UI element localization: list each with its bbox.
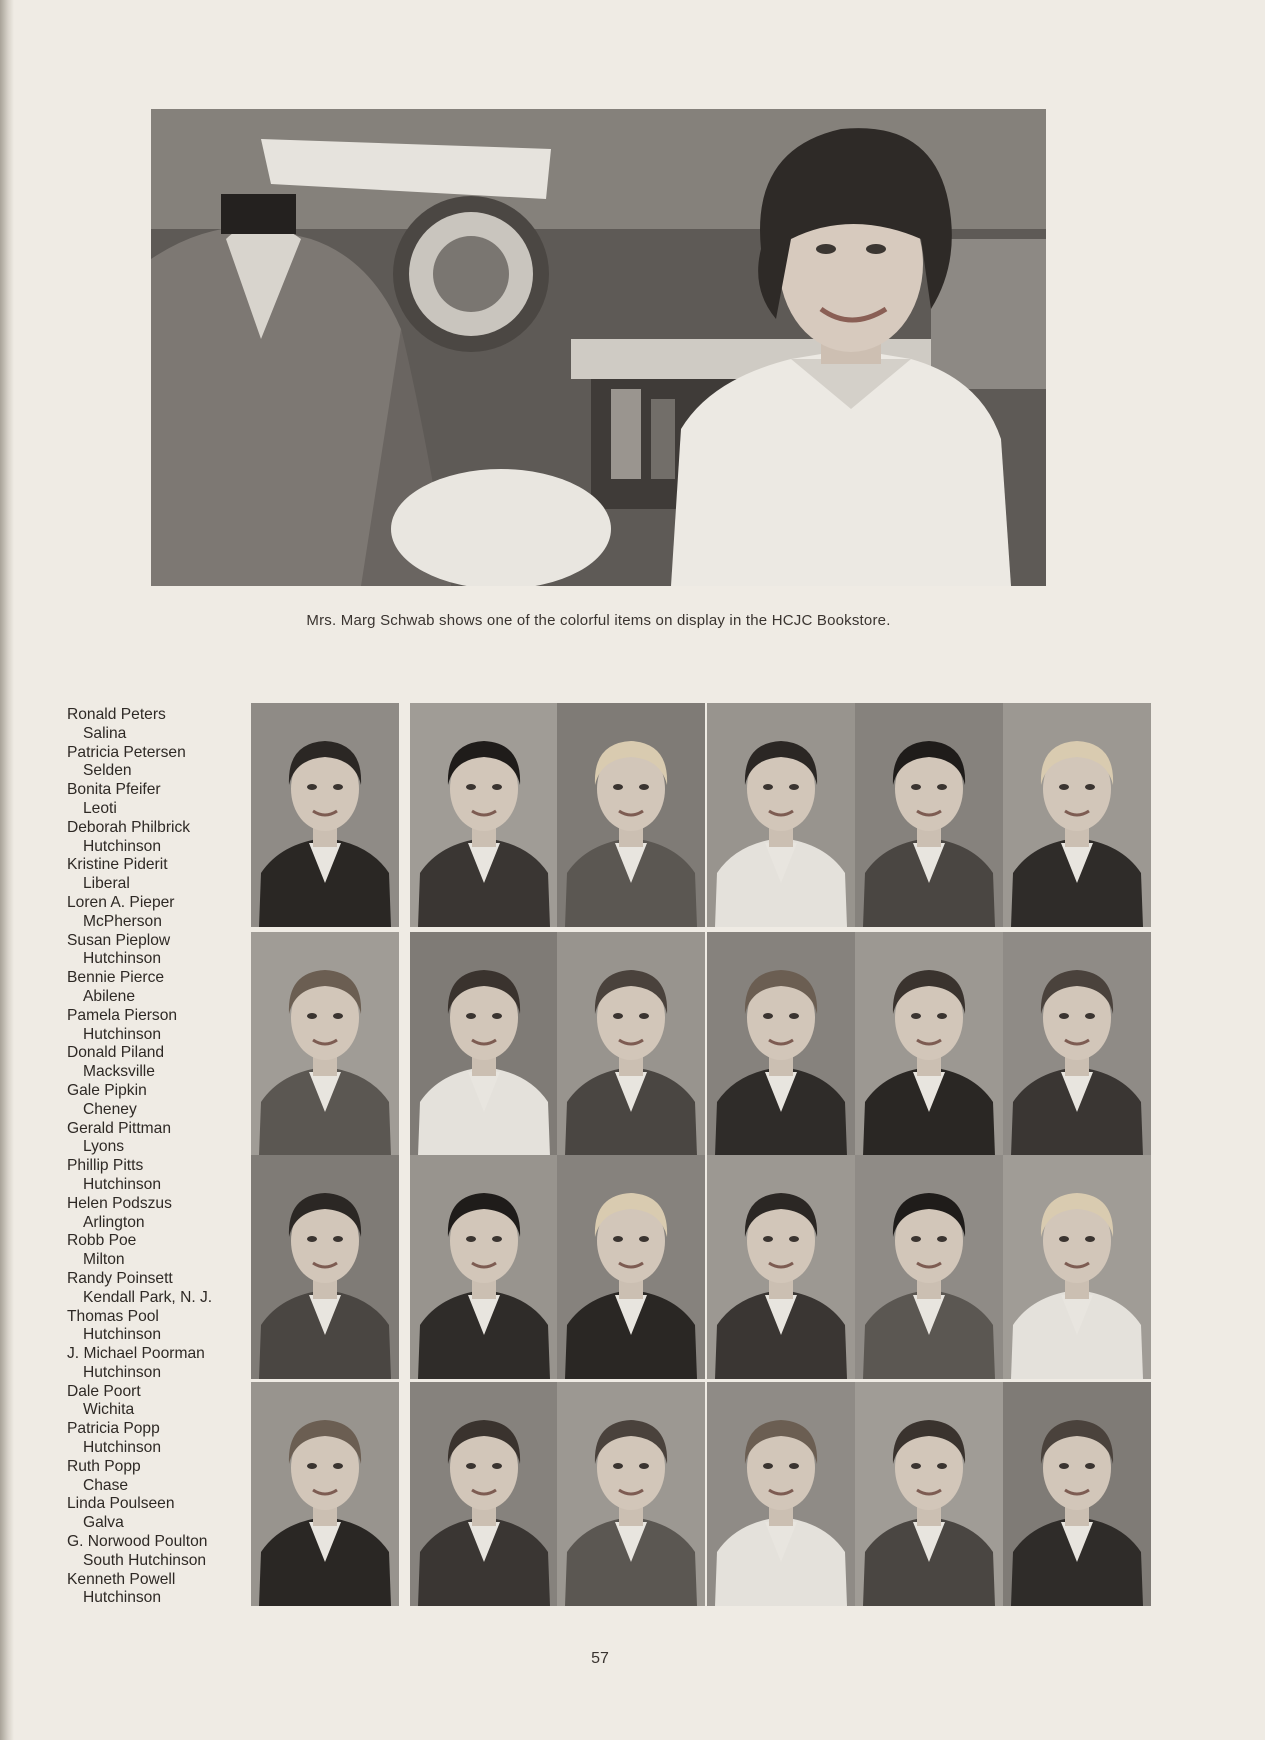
student-portrait (855, 703, 1003, 927)
student-hometown: Hutchinson (83, 1589, 162, 1607)
student-name: Gale Pipkin (67, 1081, 147, 1099)
student-name: Patricia Popp (67, 1420, 160, 1438)
student-hometown: Selden (83, 762, 132, 780)
student-hometown: Hutchinson (83, 1363, 162, 1381)
student-portrait (855, 1382, 1003, 1606)
student-portrait (410, 932, 558, 1156)
student-hometown: Liberal (83, 875, 130, 893)
student-portrait (251, 1155, 399, 1379)
student-name: Pamela Pierson (67, 1006, 178, 1024)
page-binding-edge (0, 0, 14, 1740)
student-hometown: Abilene (83, 987, 136, 1005)
student-name: Bennie Pierce (67, 969, 165, 987)
student-name: Dale Poort (67, 1382, 141, 1400)
student-portrait (557, 1155, 705, 1379)
student-portrait (410, 1382, 558, 1606)
student-name: Helen Podszus (67, 1194, 172, 1212)
student-name-list (67, 706, 237, 1608)
student-hometown: South Hutchinson (83, 1551, 207, 1569)
student-hometown: Macksville (83, 1063, 155, 1081)
student-hometown: Milton (83, 1251, 125, 1269)
student-portrait (855, 932, 1003, 1156)
student-hometown: Hutchinson (83, 1326, 162, 1344)
student-name: Gerald Pittman (67, 1119, 172, 1137)
student-hometown: Hutchinson (83, 837, 162, 855)
student-portrait (1003, 1382, 1151, 1606)
student-portrait (557, 703, 705, 927)
student-name: Ronald Peters (67, 706, 166, 723)
student-name: G. Norwood Poulton (67, 1533, 208, 1551)
student-name: Robb Poe (67, 1232, 137, 1250)
student-name: Bonita Pfeifer (67, 781, 161, 799)
student-name: Phillip Pitts (67, 1157, 144, 1175)
student-portrait (410, 703, 558, 927)
student-name: Deborah Philbrick (67, 818, 191, 836)
student-portrait (707, 1155, 855, 1379)
student-portrait (557, 1382, 705, 1606)
student-name: Susan Pieplow (67, 931, 171, 949)
student-name: Ruth Popp (67, 1457, 141, 1475)
student-hometown: Cheney (83, 1100, 137, 1118)
student-name: Kenneth Powell (67, 1570, 176, 1588)
student-portrait (251, 932, 399, 1156)
student-portrait (707, 1382, 855, 1606)
student-portrait (410, 1155, 558, 1379)
student-portrait (855, 1155, 1003, 1379)
student-name: Kristine Piderit (67, 856, 168, 874)
student-name: J. Michael Poorman (67, 1345, 205, 1363)
student-portrait (707, 932, 855, 1156)
student-hometown: Hutchinson (83, 1439, 162, 1457)
student-name: Loren A. Pieper (67, 893, 175, 911)
student-name: Linda Poulseen (67, 1495, 175, 1513)
student-portrait (707, 703, 855, 927)
student-hometown: Wichita (83, 1401, 135, 1419)
student-hometown: Arlington (83, 1213, 145, 1231)
student-portrait (557, 932, 705, 1156)
student-portrait (251, 703, 399, 927)
student-portrait (1003, 1155, 1151, 1379)
student-hometown: Hutchinson (83, 1175, 162, 1193)
student-name: Donald Piland (67, 1044, 165, 1062)
student-name: Patricia Petersen (67, 743, 186, 761)
student-hometown: Galva (83, 1514, 124, 1532)
photo-caption: Mrs. Marg Schwab shows one of the colorful items on display in the HCJC Bookstore. (306, 612, 891, 629)
student-hometown: Chase (83, 1476, 129, 1494)
page-number: 57 (591, 1650, 609, 1667)
student-hometown: Kendall Park, N. J. (83, 1288, 213, 1306)
student-portrait (1003, 932, 1151, 1156)
student-hometown: Lyons (83, 1138, 125, 1156)
student-hometown: Hutchinson (83, 1025, 162, 1043)
student-hometown: Leoti (83, 799, 117, 817)
student-portrait (1003, 703, 1151, 927)
bookstore-photo (151, 109, 1046, 586)
student-name: Thomas Pool (67, 1307, 159, 1325)
student-hometown: McPherson (83, 912, 162, 930)
student-hometown: Hutchinson (83, 950, 162, 968)
student-hometown: Salina (83, 724, 127, 742)
student-portrait (251, 1382, 399, 1606)
student-name: Randy Poinsett (67, 1269, 173, 1287)
